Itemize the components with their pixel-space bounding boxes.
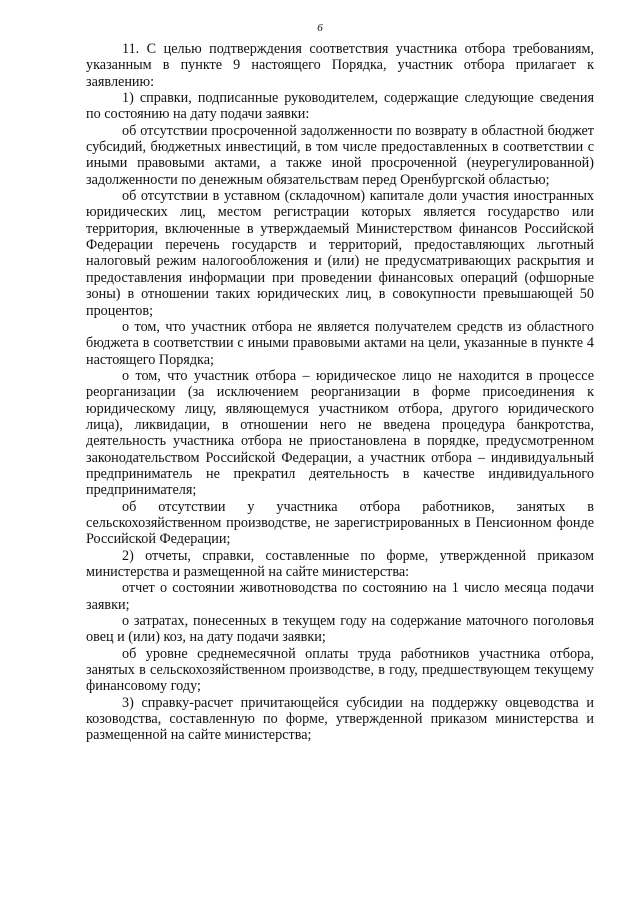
page-number: 6 xyxy=(317,22,323,34)
paragraph-no-reorganization: о том, что участник отбора – юридическое лицо не находится в процессе реорганизации (за исключением реорганизации в форме присоединения к юридическому лицу, являющемуся участником отбора, другого юридического лица), ликвидации, в отношении него не введена процедура банкротства, деятельность участника отбора не приостановлена в порядке, предусмотренном законодательством Российской Федерации, а участник отбора – индивидуальный предприниматель не прекратил деятельность в качестве индивидуального предпринимателя; xyxy=(86,367,594,499)
paragraph-costs: о затратах, понесенных в текущем году на содержание маточного поголовья овец и (или) коз, на дату подачи заявки; xyxy=(86,613,594,646)
paragraph-no-offshore-share: об отсутствии в уставном (складочном) капитале доли участия иностранных юридических лиц, местом регистрации которых является государство или территория, включенные в утверждаемый Министерством финансов Российской Федерации перечень государств и территорий, предоставляющих льготный налоговый режим налогообложения и (или) не предусматривающих раскрытия и предоставления информации при проведении финансовых операций (офшорные зоны) в отношении таких юридических лиц, в совокупности превышающей 50 процентов; xyxy=(86,188,594,319)
document-body xyxy=(86,41,594,744)
paragraph-subitem-2: 2) отчеты, справки, составленные по форме, утвержденной приказом министерства и размещенной на сайте министерства: xyxy=(86,547,594,580)
paragraph-item-11: 11. С целью подтверждения соответствия участника отбора требованиям, указанным в пункте 9 настоящего Порядка, участник отбора прилагает к заявлению: xyxy=(86,41,594,90)
paragraph-wage-level: об уровне среднемесячной оплаты труда работников участника отбора, занятых в сельскохозяйственном производстве, в году, предшествующем текущему финансовому году; xyxy=(86,645,594,695)
paragraph-subitem-1: 1) справки, подписанные руководителем, содержащие следующие сведения по состоянию на дату подачи заявки: xyxy=(86,90,594,123)
paragraph-no-unregistered-workers: об отсутствии у участника отбора работников, занятых в сельскохозяйственном производстве, не зарегистрированных в Пенсионном фонде Российской Федерации; xyxy=(86,498,594,548)
paragraph-not-recipient: о том, что участник отбора не является получателем средств из областного бюджета в соответствии с иными правовыми актами на цели, указанные в пункте 4 настоящего Порядка; xyxy=(86,318,594,368)
paragraph-livestock-report: отчет о состоянии животноводства по состоянию на 1 число месяца подачи заявки; xyxy=(86,580,594,613)
paragraph-subitem-3: 3) справку-расчет причитающейся субсидии на поддержку овцеводства и козоводства, составленную по форме, утвержденной приказом министерства и размещенной на сайте министерства; xyxy=(86,694,594,744)
paragraph-no-overdue-debt: об отсутствии просроченной задолженности по возврату в областной бюджет субсидий, бюджетных инвестиций, в том числе предоставленных в соответствии с иными правовыми актами, а также иной просроченной (неурегулированной) задолженности по денежным обязательствам перед Оренбургской областью; xyxy=(86,122,594,188)
